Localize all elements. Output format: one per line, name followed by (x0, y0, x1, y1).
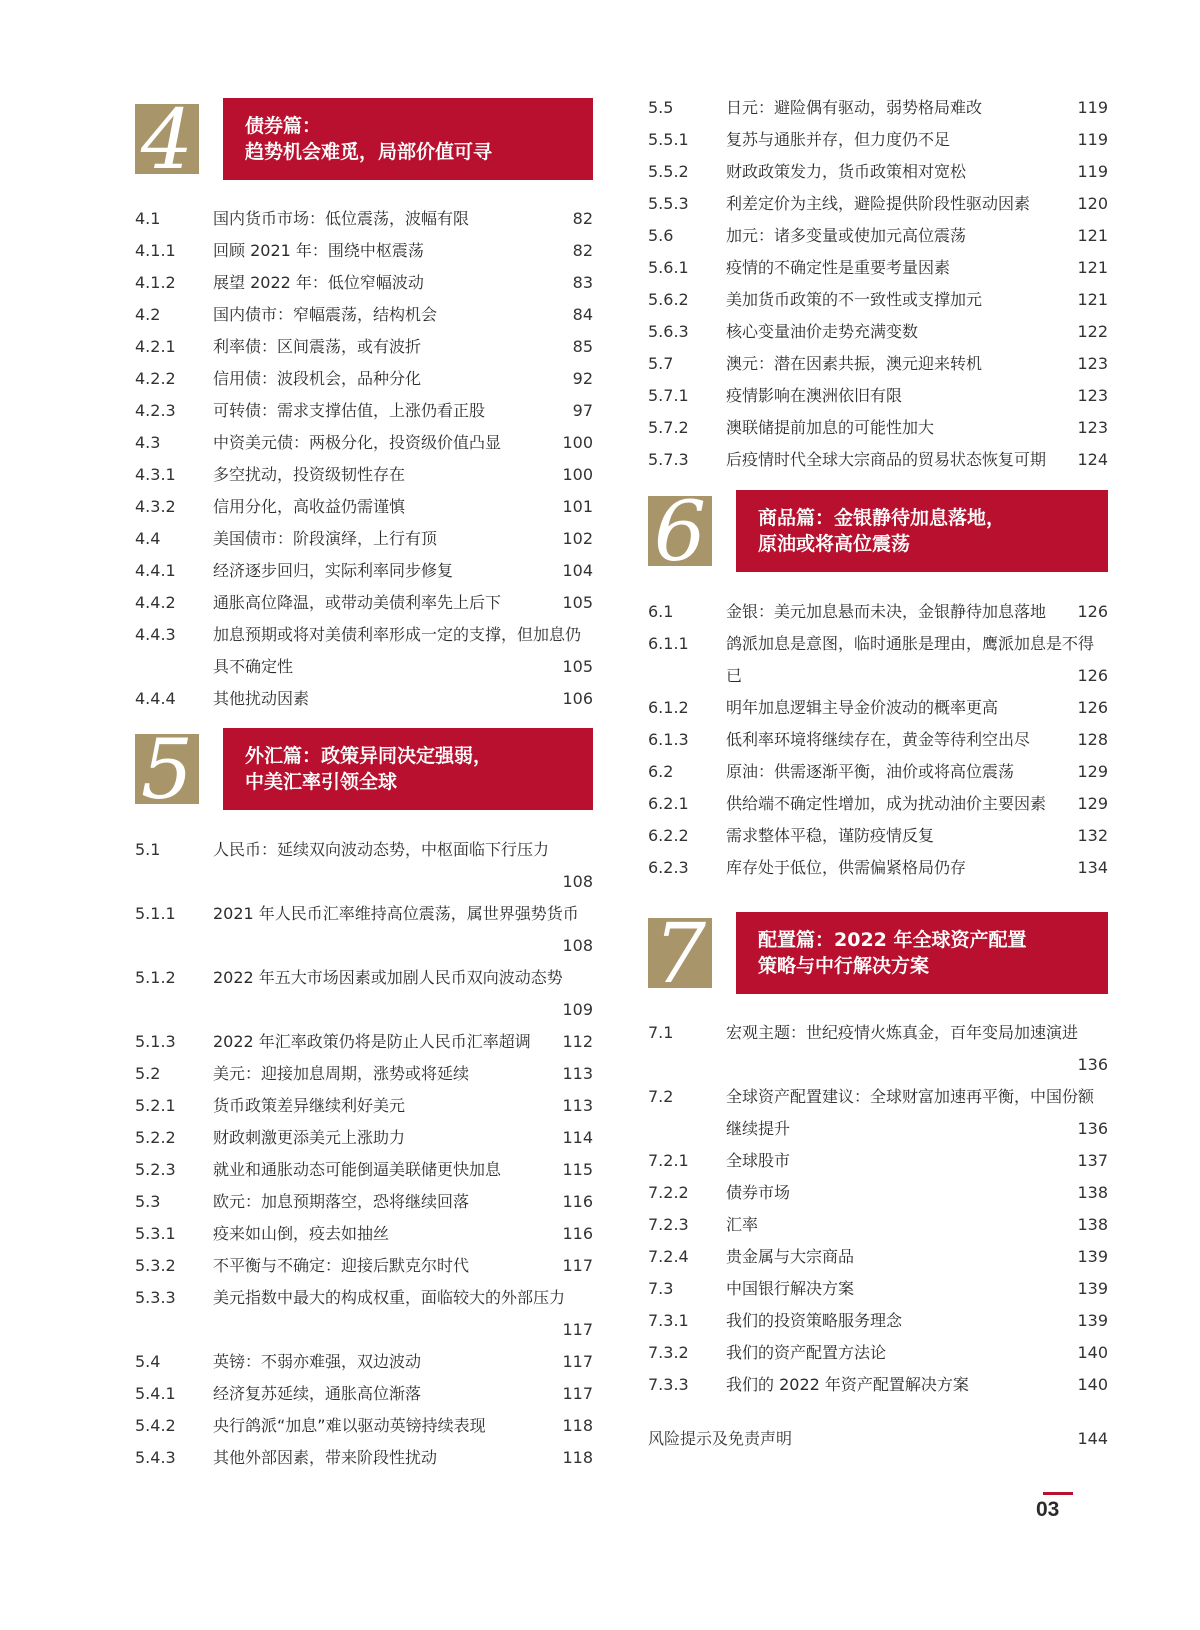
toc-entry-page: 139 (1077, 1279, 1108, 1298)
toc-entry[interactable] (135, 299, 593, 331)
toc-entry-page: 123 (1077, 354, 1108, 373)
toc-entry-title[interactable]: 美国债市：阶段演绎，上行有顶 (213, 529, 438, 548)
toc-entry[interactable] (648, 348, 1108, 380)
toc-entry-page: 83 (572, 273, 593, 292)
toc-entry-page: 124 (1077, 450, 1108, 469)
toc-entry[interactable] (135, 1250, 593, 1282)
toc-entry-number: 5.3.1 (135, 1224, 176, 1243)
toc-entry-number: 7.2.2 (648, 1183, 689, 1202)
toc-entry-title[interactable]: 后疫情时代全球大宗商品的贸易状态恢复可期 (726, 450, 1047, 469)
toc-entry-title[interactable]: 加元：诸多变量或使加元高位震荡 (726, 226, 967, 245)
toc-entry[interactable] (135, 683, 593, 715)
chapter-5-header[interactable] (135, 728, 593, 810)
toc-entry[interactable] (648, 380, 1108, 412)
toc-entry-title[interactable]: 债券市场 (726, 1183, 791, 1202)
chapter-5-number: 5 (135, 734, 199, 804)
toc-entry-title[interactable]: 中资美元债：两极分化，投资级价值凸显 (213, 433, 502, 452)
toc-entry-title[interactable]: 其他外部因素，带来阶段性扰动 (213, 1448, 438, 1467)
toc-entry-page: 137 (1077, 1151, 1108, 1170)
toc-entry-page: 106 (562, 689, 593, 708)
toc-entry-page: 117 (562, 1352, 593, 1371)
toc-entry-number: 4.4.3 (135, 625, 176, 644)
toc-entry-title[interactable]: 通胀高位降温，或带动美债利率先上后下 (213, 593, 502, 612)
toc-entry-number: 5.4.2 (135, 1416, 176, 1435)
toc-entry-number: 4.3 (135, 433, 161, 452)
toc-entry-page: 105 (562, 657, 593, 676)
chapter-6-title-line-2: 原油或将高位震荡 (758, 533, 911, 555)
toc-entry-page: 85 (572, 337, 593, 356)
toc-entry-page: 109 (562, 1000, 593, 1019)
chapter-5-title-line-1: 外汇篇：政策异同决定强弱， (245, 745, 493, 767)
toc-entry-title[interactable]: 我们的资产配置方法论 (726, 1343, 887, 1362)
toc-entry[interactable] (648, 724, 1108, 756)
toc-entry-number: 5.2.2 (135, 1128, 176, 1147)
risk-notice-title[interactable]: 风险提示及免责声明 (648, 1429, 793, 1448)
toc-entry-number: 5.4.3 (135, 1448, 176, 1467)
toc-entry-page: 119 (1077, 162, 1108, 181)
toc-entry-page: 138 (1077, 1183, 1108, 1202)
chapter-6-number: 6 (648, 496, 712, 566)
toc-entry[interactable] (648, 1209, 1108, 1241)
toc-entry-page: 132 (1077, 826, 1108, 845)
toc-entry-number: 5.3.3 (135, 1288, 176, 1307)
toc-entry-page: 138 (1077, 1215, 1108, 1234)
toc-entry-number: 6.2.1 (648, 794, 689, 813)
toc-entry-title[interactable]: 宏观主题：世纪疫情火炼真金，百年变局加速演进 (726, 1023, 1079, 1042)
toc-entry[interactable] (135, 1122, 593, 1154)
toc-entry-title[interactable]: 2022 年五大市场因素或加剧人民币双向波动态势 (213, 968, 563, 987)
chapter-7-title-line-2: 策略与中行解决方案 (758, 955, 930, 977)
chapter-4-entries (135, 203, 593, 715)
chapter-4-title[interactable] (223, 98, 593, 180)
toc-entry-number: 5.7.2 (648, 418, 689, 437)
toc-entry-number: 7.2.4 (648, 1247, 689, 1266)
chapter-7-header[interactable] (648, 912, 1108, 994)
toc-entry-number: 6.2.2 (648, 826, 689, 845)
toc-entry-page: 129 (1077, 762, 1108, 781)
toc-entry-number: 5.1.2 (135, 968, 176, 987)
toc-entry-number: 5.6 (648, 226, 674, 245)
toc-entry-page: 118 (562, 1448, 593, 1467)
toc-entry-page: 126 (1077, 666, 1108, 685)
toc-entry-page: 136 (1077, 1055, 1108, 1074)
toc-entry-page: 117 (562, 1384, 593, 1403)
toc-entry-title[interactable]: 需求整体平稳，谨防疫情反复 (726, 826, 935, 845)
toc-entry-page: 126 (1077, 602, 1108, 621)
toc-entry-number: 5.6.2 (648, 290, 689, 309)
toc-entry-number: 6.1 (648, 602, 674, 621)
chapter-5-title-line-2: 中美汇率引领全球 (245, 771, 398, 793)
toc-entry[interactable] (648, 188, 1108, 220)
toc-entry-number: 5.7 (648, 354, 674, 373)
toc-entry-title[interactable]: 利率债：区间震荡，或有波折 (213, 337, 422, 356)
toc-entry[interactable] (648, 92, 1108, 124)
toc-entry[interactable] (648, 444, 1108, 476)
toc-entry-number: 5.2.1 (135, 1096, 176, 1115)
toc-entry-number: 4.2 (135, 305, 161, 324)
toc-entry-page: 104 (562, 561, 593, 580)
toc-entry-title[interactable]: 疫情的不确定性是重要考量因素 (726, 258, 951, 277)
toc-entry[interactable] (135, 1154, 593, 1186)
toc-entry-number: 5.6.3 (648, 322, 689, 341)
toc-entry[interactable] (135, 1186, 593, 1218)
toc-entry-title[interactable]: 可转债：需求支撑估值，上涨仍看正股 (213, 401, 486, 420)
risk-notice-entry[interactable] (648, 1423, 1108, 1455)
toc-entry-title[interactable]: 我们的 2022 年资产配置解决方案 (726, 1375, 969, 1394)
toc-entry-page: 113 (562, 1064, 593, 1083)
toc-entry[interactable] (135, 1026, 593, 1058)
toc-entry-title[interactable]: 核心变量油价走势充满变数 (726, 322, 919, 341)
toc-entry[interactable] (648, 596, 1108, 628)
toc-entry-title[interactable]: 信用债：波段机会，品种分化 (213, 369, 422, 388)
toc-entry-title[interactable]: 库存处于低位，供需偏紧格局仍存 (726, 858, 967, 877)
toc-entry[interactable] (135, 1346, 593, 1378)
toc-entry-title[interactable]: 澳联储提前加息的可能性加大 (726, 418, 935, 437)
toc-entry-number: 7.2.3 (648, 1215, 689, 1234)
toc-entry-page: 82 (572, 209, 593, 228)
chapter-7-title[interactable] (736, 912, 1108, 994)
toc-entry-title[interactable]: 财政刺激更添美元上涨助力 (213, 1128, 406, 1147)
toc-entry-number: 6.1.2 (648, 698, 689, 717)
toc-entry-page: 105 (562, 593, 593, 612)
toc-entry-page: 121 (1077, 290, 1108, 309)
toc-entry-page: 82 (572, 241, 593, 260)
toc-entry-title[interactable]: 明年加息逻辑主导金价波动的概率更高 (726, 698, 999, 717)
toc-entry-number: 7.2.1 (648, 1151, 689, 1170)
toc-entry-number: 4.1.2 (135, 273, 176, 292)
toc-entry-number: 4.3.1 (135, 465, 176, 484)
chapter-4-title-line-1: 债券篇： (245, 115, 322, 137)
toc-entry-page: 134 (1077, 858, 1108, 877)
chapter-6-title-line-1: 商品篇：金银静待加息落地， (758, 507, 1006, 529)
toc-entry-page: 92 (572, 369, 593, 388)
toc-entry-title[interactable]: 不平衡与不确定：迎接后默克尔时代 (213, 1256, 470, 1275)
toc-entry-title[interactable]: 经济复苏延续，通胀高位渐落 (213, 1384, 422, 1403)
toc-entry[interactable] (648, 1369, 1108, 1401)
toc-entry[interactable] (648, 1177, 1108, 1209)
toc-entry-title[interactable]: 财政政策发力，货币政策相对宽松 (726, 162, 967, 181)
toc-entry-page: 123 (1077, 418, 1108, 437)
toc-entry-title[interactable]: 央行鸽派“加息”难以驱动英镑持续表现 (213, 1416, 486, 1435)
toc-entry-page: 119 (1077, 98, 1108, 117)
toc-entry-title[interactable]: 英镑：不弱亦难强，双边波动 (213, 1352, 422, 1371)
chapter-6-title[interactable] (736, 490, 1108, 572)
toc-entry[interactable] (135, 395, 593, 427)
toc-entry-number: 4.4.2 (135, 593, 176, 612)
toc-entry[interactable] (648, 220, 1108, 252)
toc-entry-title[interactable]: 就业和通胀动态可能倒逼美联储更快加息 (213, 1160, 502, 1179)
toc-entry-number: 7.3 (648, 1279, 674, 1298)
toc-entry-title[interactable]: 信用分化，高收益仍需谨慎 (213, 497, 406, 516)
chapter-5-entries-continued (648, 92, 1108, 476)
toc-entry-number: 5.6.1 (648, 258, 689, 277)
toc-entry-title[interactable]: 中国银行解决方案 (726, 1279, 855, 1298)
toc-entry-page: 97 (572, 401, 593, 420)
chapter-4-title-line-2: 趋势机会难觅，局部价值可寻 (245, 141, 493, 163)
toc-entry-number: 6.1.1 (648, 634, 689, 653)
toc-entry-title[interactable]: 供给端不确定性增加，成为扰动油价主要因素 (726, 794, 1047, 813)
chapter-4-number: 4 (135, 104, 199, 174)
toc-entry-number: 5.5.3 (648, 194, 689, 213)
toc-entry-title[interactable]: 汇率 (726, 1215, 759, 1234)
toc-entry-number: 5.1.3 (135, 1032, 176, 1051)
toc-entry[interactable] (648, 412, 1108, 444)
toc-entry-title[interactable]: 美元：迎接加息周期，涨势或将延续 (213, 1064, 470, 1083)
toc-entry[interactable] (648, 852, 1108, 884)
chapter-7-entries (648, 1017, 1108, 1401)
toc-entry-page: 112 (562, 1032, 593, 1051)
toc-entry-page: 116 (562, 1192, 593, 1211)
toc-entry[interactable] (648, 316, 1108, 348)
toc-entry-number: 6.1.3 (648, 730, 689, 749)
toc-entry-number: 5.5.2 (648, 162, 689, 181)
toc-entry[interactable] (135, 363, 593, 395)
toc-entry-number: 4.1.1 (135, 241, 176, 260)
toc-entry-title[interactable]: 加息预期或将对美债利率形成一定的支撑，但加息仍具不确定性 (213, 625, 582, 676)
toc-entry-number: 6.2 (648, 762, 674, 781)
toc-entry-page: 128 (1077, 730, 1108, 749)
toc-entry[interactable] (135, 331, 593, 363)
toc-entry-title[interactable]: 鸽派加息是意图，临时通胀是理由，鹰派加息是不得已 (726, 634, 1095, 685)
toc-entry-title[interactable]: 展望 2022 年：低位窄幅波动 (213, 273, 424, 292)
toc-entry-title[interactable]: 疫情影响在澳洲依旧有限 (726, 386, 903, 405)
toc-entry-number: 5.3 (135, 1192, 161, 1211)
page-number-mark (1043, 1492, 1073, 1495)
toc-entry-title[interactable]: 其他扰动因素 (213, 689, 310, 708)
toc-entry-number: 7.1 (648, 1023, 674, 1042)
toc-entry-number: 7.3.2 (648, 1343, 689, 1362)
toc-entry-title[interactable]: 日元：避险偶有驱动，弱势格局难改 (726, 98, 983, 117)
toc-entry[interactable] (648, 756, 1108, 788)
toc-entry-page: 122 (1077, 322, 1108, 341)
toc-entry-title[interactable]: 人民币：延续双向波动态势，中枢面临下行压力 (213, 840, 550, 859)
toc-entry-page: 119 (1077, 130, 1108, 149)
toc-entry-page: 117 (562, 1320, 593, 1339)
toc-entry-page: 118 (562, 1416, 593, 1435)
toc-entry[interactable] (135, 834, 593, 898)
chapter-6-header[interactable] (648, 490, 1108, 572)
toc-entry-page: 116 (562, 1224, 593, 1243)
toc-entry[interactable] (648, 252, 1108, 284)
toc-entry-page: 84 (572, 305, 593, 324)
toc-entry-title[interactable]: 回顾 2021 年：围绕中枢震荡 (213, 241, 424, 260)
toc-entry-page: 114 (562, 1128, 593, 1147)
risk-notice-page: 144 (1077, 1429, 1108, 1448)
toc-entry-page: 108 (562, 872, 593, 891)
toc-entry[interactable] (135, 962, 593, 1026)
toc-entry-number: 5.5 (648, 98, 674, 117)
toc-entry-page: 108 (562, 936, 593, 955)
toc-entry[interactable] (648, 1241, 1108, 1273)
toc-entry-title[interactable]: 2022 年汇率政策仍将是防止人民币汇率超调 (213, 1032, 531, 1051)
chapter-6-entries (648, 596, 1108, 884)
toc-entry-title[interactable]: 澳元：潜在因素共振，澳元迎来转机 (726, 354, 983, 373)
toc-entry-title[interactable]: 多空扰动，投资级韧性存在 (213, 465, 406, 484)
toc-entry-title[interactable]: 贵金属与大宗商品 (726, 1247, 855, 1266)
toc-entry[interactable] (135, 523, 593, 555)
toc-entry[interactable] (648, 284, 1108, 316)
toc-entry[interactable] (135, 1410, 593, 1442)
toc-entry[interactable] (648, 1273, 1108, 1305)
toc-entry-page: 139 (1077, 1247, 1108, 1266)
toc-entry-page: 140 (1077, 1375, 1108, 1394)
toc-entry-number: 7.3.3 (648, 1375, 689, 1394)
toc-entry[interactable] (135, 1218, 593, 1250)
toc-entry-title[interactable]: 美元指数中最大的构成权重，面临较大的外部压力 (213, 1288, 566, 1307)
toc-entry[interactable] (648, 1305, 1108, 1337)
toc-entry[interactable] (135, 1442, 593, 1474)
toc-entry-page: 117 (562, 1256, 593, 1275)
toc-entry-number: 4.2.1 (135, 337, 176, 356)
toc-entry-title[interactable]: 货币政策差异继续利好美元 (213, 1096, 406, 1115)
toc-entry[interactable] (135, 491, 593, 523)
toc-entry-title[interactable]: 疫来如山倒，疫去如抽丝 (213, 1224, 390, 1243)
toc-entry[interactable] (648, 1081, 1108, 1145)
toc-entry-page: 120 (1077, 194, 1108, 213)
toc-entry-page: 115 (562, 1160, 593, 1179)
toc-entry-page: 126 (1077, 698, 1108, 717)
toc-entry-title[interactable]: 原油：供需逐渐平衡，油价或将高位震荡 (726, 762, 1015, 781)
toc-entry-page: 121 (1077, 226, 1108, 245)
toc-entry-number: 5.7.1 (648, 386, 689, 405)
toc-entry[interactable] (135, 619, 593, 683)
toc-entry[interactable] (135, 587, 593, 619)
toc-entry-title[interactable]: 复苏与通胀并存，但力度仍不足 (726, 130, 951, 149)
toc-entry-number: 5.5.1 (648, 130, 689, 149)
page-number: 03 (1036, 1498, 1060, 1521)
chapter-5-entries (135, 834, 593, 1474)
toc-entry[interactable] (648, 820, 1108, 852)
toc-entry[interactable] (135, 1090, 593, 1122)
toc-entry-number: 4.2.3 (135, 401, 176, 420)
toc-entry-page: 100 (562, 465, 593, 484)
toc-entry-title[interactable]: 我们的投资策略服务理念 (726, 1311, 903, 1330)
toc-entry-page: 101 (562, 497, 593, 516)
toc-entry-page: 121 (1077, 258, 1108, 277)
toc-entry[interactable] (135, 555, 593, 587)
toc-entry-title[interactable]: 利差定价为主线，避险提供阶段性驱动因素 (726, 194, 1031, 213)
toc-entry[interactable] (648, 1017, 1108, 1081)
toc-entry-title[interactable]: 国内货币市场：低位震荡，波幅有限 (213, 209, 470, 228)
toc-entry-number: 4.1 (135, 209, 161, 228)
toc-entry-title[interactable]: 国内债市：窄幅震荡，结构机会 (213, 305, 438, 324)
toc-entry[interactable] (648, 124, 1108, 156)
toc-entry-number: 5.4 (135, 1352, 161, 1371)
toc-entry-title[interactable]: 美加货币政策的不一致性或支撑加元 (726, 290, 983, 309)
toc-entry-title[interactable]: 金银：美元加息悬而未决，金银静待加息落地 (726, 602, 1047, 621)
toc-entry-number: 4.4.1 (135, 561, 176, 580)
chapter-7-number: 7 (648, 918, 712, 988)
toc-entry[interactable] (135, 1058, 593, 1090)
toc-entry-page: 129 (1077, 794, 1108, 813)
toc-entry[interactable] (135, 1378, 593, 1410)
toc-entry-number: 7.2 (648, 1087, 674, 1106)
toc-entry-number: 5.1 (135, 840, 161, 859)
toc-entry-page: 113 (562, 1096, 593, 1115)
toc-entry-number: 4.4.4 (135, 689, 176, 708)
toc-entry-page: 136 (1077, 1119, 1108, 1138)
toc-entry-title[interactable]: 低利率环境将继续存在，黄金等待利空出尽 (726, 730, 1031, 749)
chapter-4-header[interactable] (135, 98, 593, 180)
toc-entry-number: 4.3.2 (135, 497, 176, 516)
toc-entry[interactable] (135, 427, 593, 459)
toc-entry-number: 4.2.2 (135, 369, 176, 388)
chapter-5-title[interactable] (223, 728, 593, 810)
toc-entry[interactable] (648, 156, 1108, 188)
toc-entry-number: 4.4 (135, 529, 161, 548)
toc-entry[interactable] (648, 788, 1108, 820)
toc-entry-number: 7.3.1 (648, 1311, 689, 1330)
toc-entry[interactable] (135, 1282, 593, 1346)
chapter-7-title-line-1: 配置篇：2022 年全球资产配置 (758, 929, 1027, 951)
toc-entry-page: 139 (1077, 1311, 1108, 1330)
toc-entry[interactable] (135, 203, 593, 235)
toc-entry-title[interactable]: 全球资产配置建议：全球财富加速再平衡，中国份额继续提升 (726, 1087, 1095, 1138)
toc-entry-title[interactable]: 全球股市 (726, 1151, 791, 1170)
toc-entry[interactable] (648, 1145, 1108, 1177)
toc-entry-page: 102 (562, 529, 593, 548)
toc-entry[interactable] (135, 898, 593, 962)
toc-entry[interactable] (135, 235, 593, 267)
toc-entry-number: 5.1.1 (135, 904, 176, 923)
toc-entry[interactable] (648, 1337, 1108, 1369)
toc-entry-page: 100 (562, 433, 593, 452)
toc-entry-number: 5.3.2 (135, 1256, 176, 1275)
toc-entry[interactable] (648, 692, 1108, 724)
toc-entry-title[interactable]: 2021 年人民币汇率维持高位震荡，属世界强势货币 (213, 904, 579, 923)
toc-entry-page: 140 (1077, 1343, 1108, 1362)
toc-entry-number: 5.7.3 (648, 450, 689, 469)
toc-entry-number: 5.2.3 (135, 1160, 176, 1179)
toc-entry-page: 123 (1077, 386, 1108, 405)
toc-entry-title[interactable]: 经济逐步回归，实际利率同步修复 (213, 561, 454, 580)
toc-entry[interactable] (135, 459, 593, 491)
toc-entry-title[interactable]: 欧元：加息预期落空，恐将继续回落 (213, 1192, 470, 1211)
toc-entry-number: 5.4.1 (135, 1384, 176, 1403)
toc-entry[interactable] (648, 628, 1108, 692)
toc-entry-number: 5.2 (135, 1064, 161, 1083)
toc-entry[interactable] (135, 267, 593, 299)
toc-entry-number: 6.2.3 (648, 858, 689, 877)
